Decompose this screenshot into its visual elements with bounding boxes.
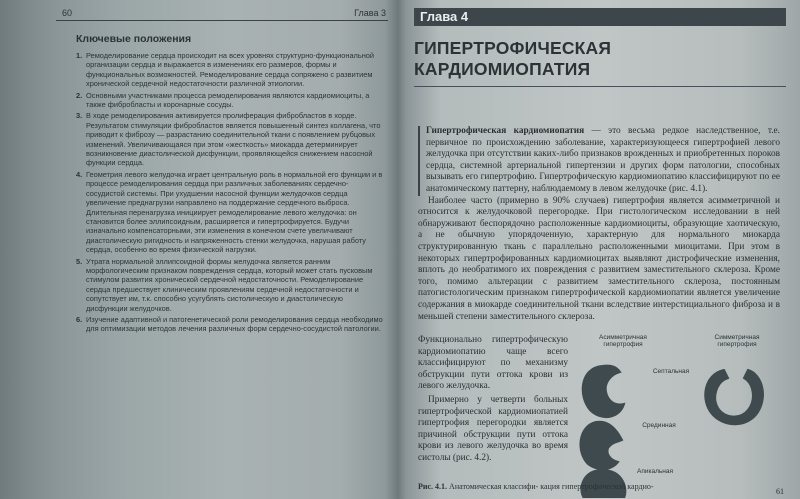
figure-hypertrophy-types	[572, 330, 784, 498]
item-text: Основными участниками процесса ремоделирования являются кардиомиоциты, а также фибробласты и коронарные сосуды.	[86, 90, 370, 110]
key-points-title: Ключевые положения	[76, 33, 192, 45]
item-number: 2.	[76, 90, 83, 100]
item-text: В ходе ремоделирования активируется пролиферация фибробластов в хорде. Результатом стимуляции фибробластов является повышенный синтез коллагена, что приводит к фиброзу — разрастанию соединительной ткани с появлением рубцовых изменений. Увеличивающаяся при этом «жесткость» миокарда детерминирует возникновение диастолической дисфункции, проявляющейся снижением насосной функции сердца.	[86, 111, 381, 168]
item-number: 3.	[76, 111, 83, 121]
chapter-body	[418, 126, 780, 323]
figure-caption	[418, 482, 654, 491]
intro-paragraph	[418, 126, 780, 196]
body-paragraph: Примерно у четверти больных гипертрофической кардиомиопатией гипертрофия перегородки является причиной обструкции пути оттока крови из левого желудочка во время систолы (рис. 4.2).	[418, 394, 568, 463]
left-page-number: 60	[62, 8, 73, 18]
midline-heart-icon	[580, 422, 622, 469]
item-text: Изучение адаптивной и патогенетической роли ремоделирования сердца необходимо для оптимизации методов лечения различных форм сердечно-сосудистой патологии.	[86, 314, 383, 334]
septal-heart-icon	[583, 366, 624, 417]
item-number: 1.	[76, 51, 83, 60]
chapter-title: ГИПЕРТРОФИЧЕСКАЯ КАРДИОМИОПАТИЯ	[414, 38, 786, 87]
list-item	[76, 51, 384, 89]
label-midline: Срединная	[642, 422, 676, 429]
left-chapter-ref: Глава 3	[354, 8, 386, 18]
item-number: 4.	[76, 169, 83, 179]
intro-text: — это весьма редкое наследственное, т.е. первичное по происхождению заболевание, характеризующееся гипертрофией левого желудочка при отсутствии каких-либо признаков врожденных и приобретенных пороков сердца, системной артериальной гипертензии и других форм патологии, способных вызывать его гипертрофию. Гипертрофическую кардиомиопатию классифицируют по ее анатомическому паттерну, наблюдаемому в левом желудочке (рис. 4.1).	[426, 126, 781, 194]
item-text: Ремоделирование сердца происходит на всех уровнях структурно-функциональной организации сердца и выражается в изменениях его размеров, формы и функциональных возможностей. Ремоделирование сердца сопряжено с развитием хронической сердечной недостаточности различной этиологии.	[86, 51, 375, 89]
item-text: Геометрия левого желудочка играет центральную роль в нормальной его функции и в процессе ремоделирования сердца при различных заболеваниях сердечно-сосудистой системы. При ухудшении насосной функции желудочков сердца увеличение преднагрузки направлено на поддержание сердечного выброса. Длительная перенагрузка инициирует ремоделирование левого желудочка: он становится более эллипсоидным, расширяется и гипертрофируется. Будучи изначально компенсаторными, эти изменения в конечном счете увеличивают диастолическую ригидность и напряженность стенки желудочка, нарушая работу сердца, особенно во время физической нагрузки.	[86, 169, 383, 255]
body-paragraph: Функционально гипертрофическую кардиомиопатию чаще всего классифицируют по механизму обструкции пути оттока крови из левого желудочка.	[418, 335, 568, 392]
body-paragraph: Наиболее часто (примерно в 90% случаев) гипертрофия является асимметричной и относится к желудочковой перегородке. При гистологическом исследовании в ней обнаруживают беспорядочно расположенные кардиомиоциты, образующие хаотическую, а не обычную упорядоченную, характерную для нормального миокарда структурированную ткань с параллельно расположенными миоцитами. При этом в некоторых гипертрофированных кардиомиоцитах выявляют дистрофические изменения, вплоть до необратимого их повреждения с развитием заместительного склероза. Кроме того, помимо альтерации с развитием заместительного склероза, постоянным патогистологическим признаком гипертрофической кардиомиопатии является увеличение содержания в миокарде соединительной ткани вследствие интерстициального фиброза и в меньшей степени заместительного склероза.	[418, 195, 780, 322]
list-item	[76, 170, 384, 255]
chapter-badge: Глава 4	[414, 8, 786, 26]
caption-prefix: Рис. 4.1.	[418, 482, 448, 491]
label-apical: Апикальная	[637, 468, 673, 475]
label-asymmetric: Асимметричная гипертрофия	[599, 334, 647, 348]
list-item	[76, 257, 384, 313]
item-number: 6.	[76, 314, 83, 324]
item-number: 5.	[76, 256, 83, 266]
left-page-header	[56, 6, 388, 21]
left-page	[56, 6, 388, 496]
label-symmetric: Симметричная гипертрофия	[714, 334, 760, 348]
item-text: Утрата нормальной эллипсоидной формы желудочка является ранним морфологическим признаком повреждения сердца, который может стать пусковым стимулом развития хронической сердечной недостаточности. Ремоделирование сердца предшествует клиническим проявлениям сердечной недостаточности и сопутствует им, т.к. способно усугублять систолическую и диастолическую дисфункции желудочков.	[86, 256, 373, 313]
list-item	[76, 111, 384, 167]
list-item	[76, 315, 384, 334]
caption-text: Анатомическая классифи- кация гипертрофической кардио-	[449, 482, 654, 491]
wrapped-text	[418, 335, 568, 465]
right-page-number: 61	[776, 487, 784, 496]
right-page	[404, 0, 796, 499]
list-item	[76, 91, 384, 110]
label-septal: Септальная	[652, 368, 690, 375]
intro-term: Гипертрофическая кардиомиопатия	[426, 126, 585, 136]
symmetric-heart-icon	[705, 370, 763, 424]
key-points-list	[56, 51, 388, 334]
